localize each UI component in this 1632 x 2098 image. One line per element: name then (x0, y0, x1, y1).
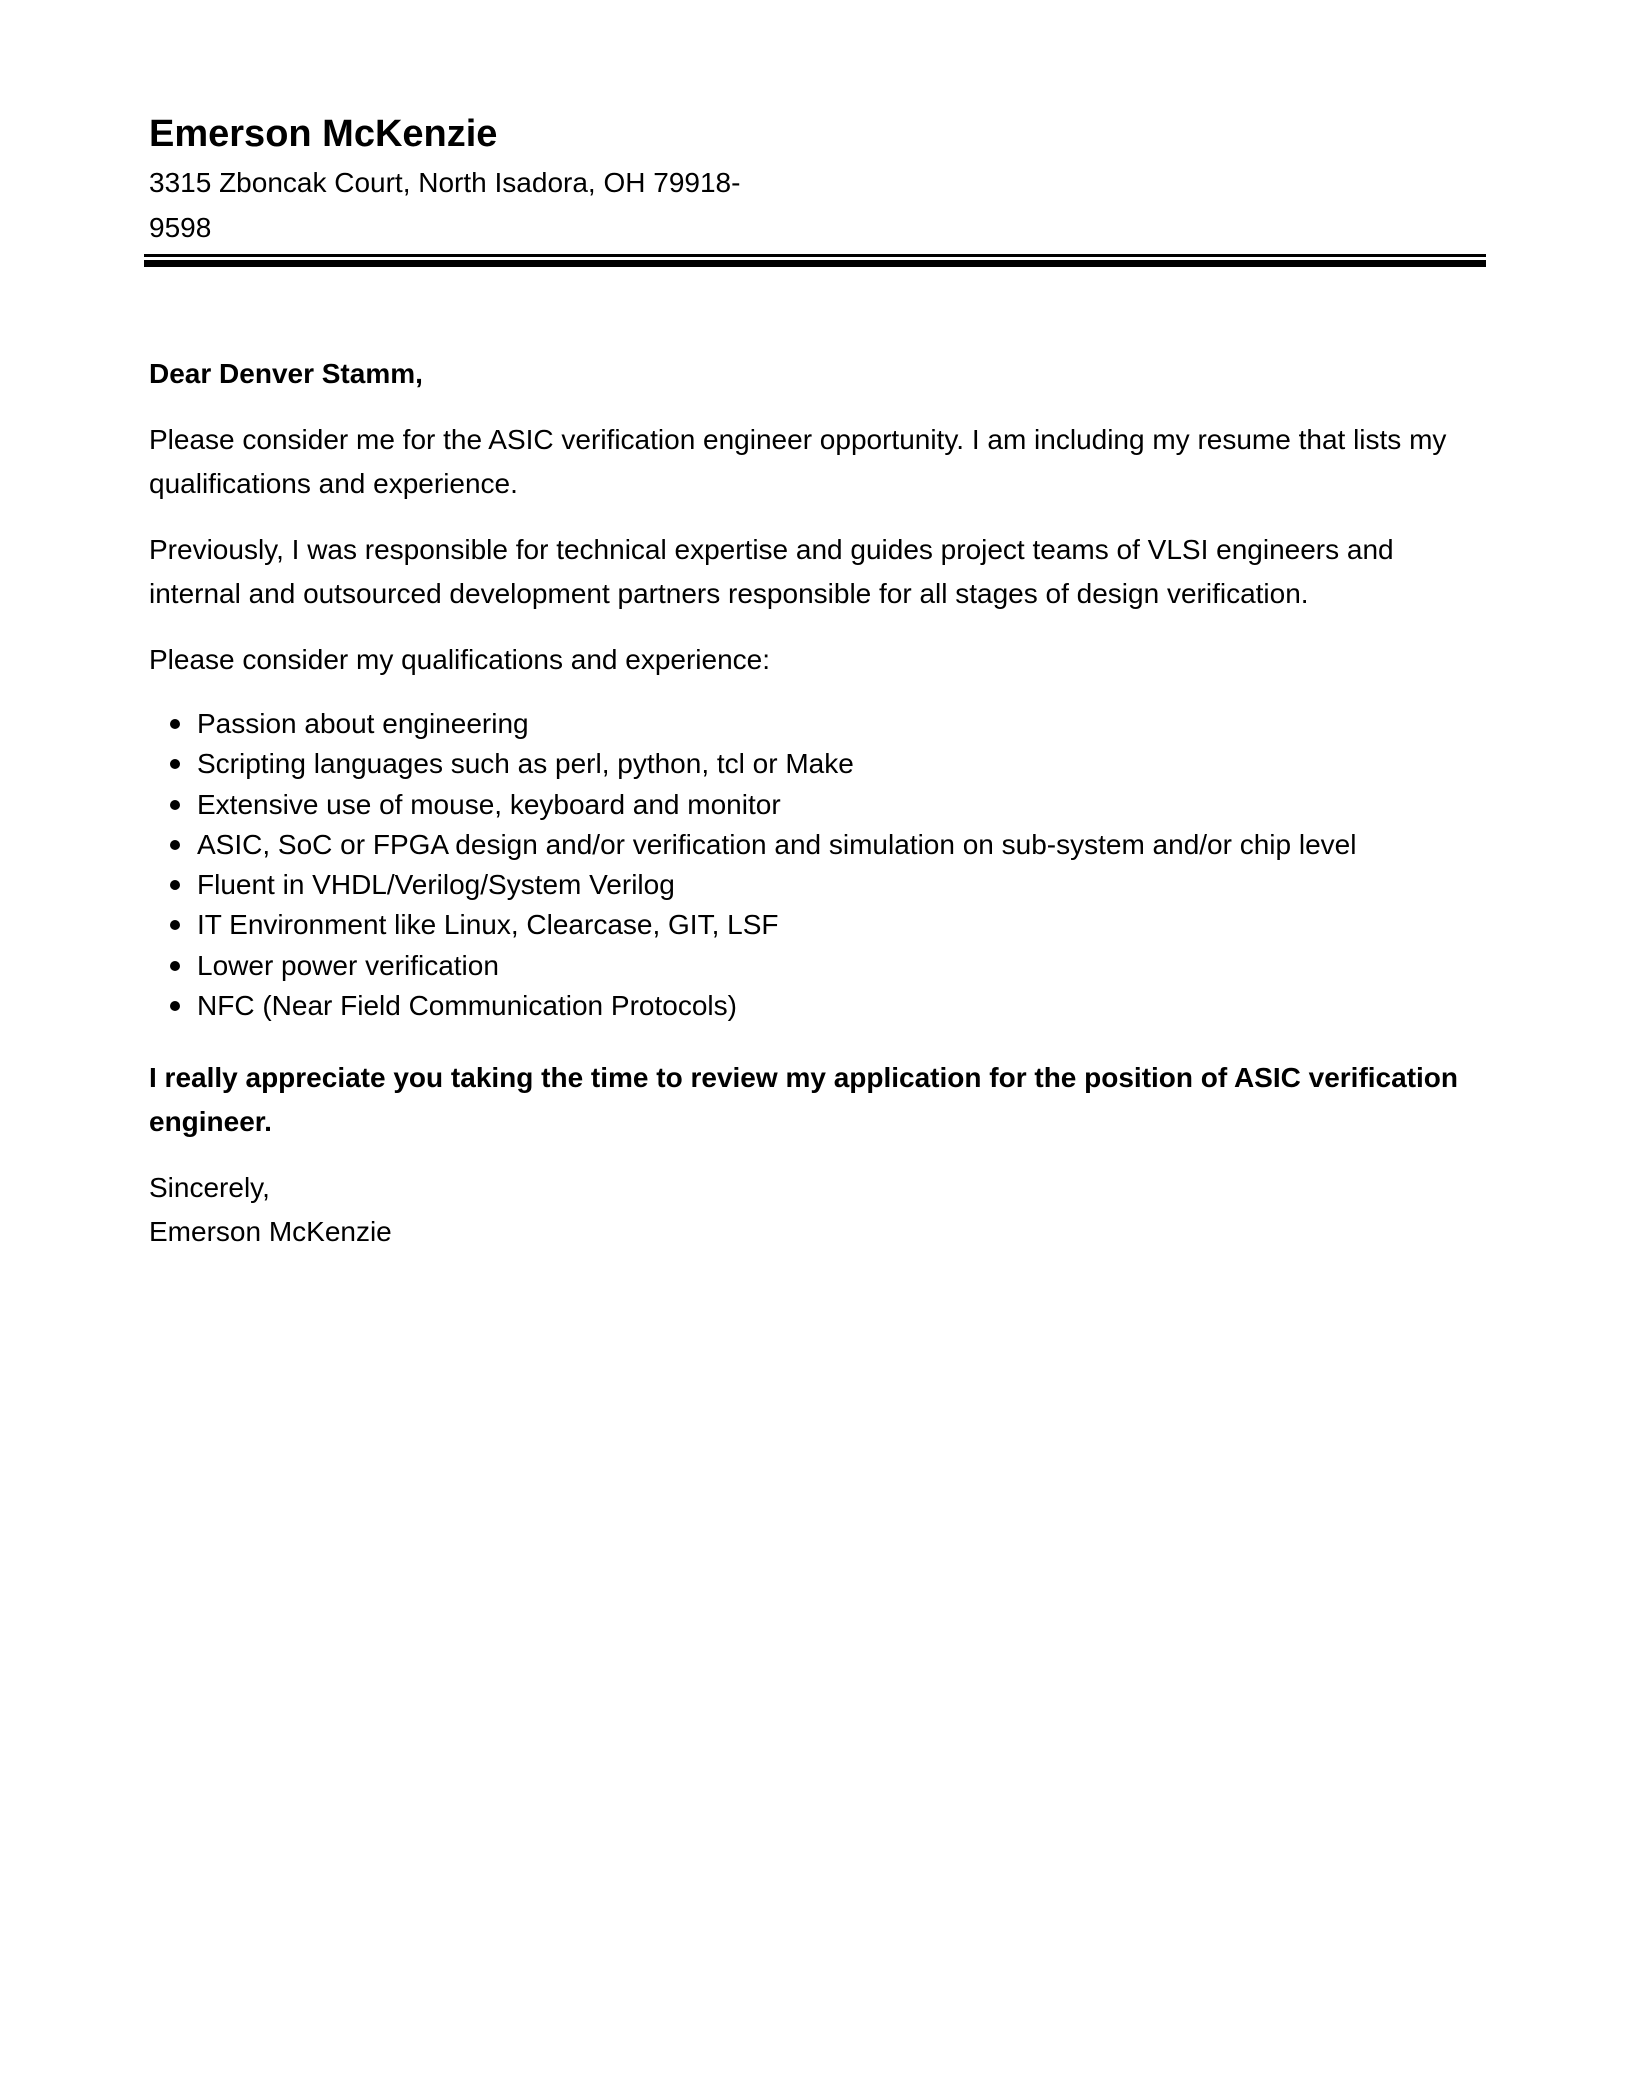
signoff: Sincerely, (149, 1172, 270, 1204)
salutation: Dear Denver Stamm, (149, 358, 423, 389)
list-item-text: NFC (Near Field Communication Protocols) (197, 990, 737, 1022)
list-item-text: Fluent in VHDL/Verilog/System Verilog (197, 869, 675, 901)
experience-paragraph: Previously, I was responsible for technical expertise and guides project teams of VLSI engineers and internal and outsourced development partners responsible for all stages of design verification. (149, 534, 1394, 609)
list-item (149, 865, 1489, 905)
intro-paragraph: Please consider me for the ASIC verification engineer opportunity. I am including my resume that lists my qualifications and experience. (149, 424, 1447, 499)
bullet-icon (170, 920, 180, 930)
list-item (149, 785, 1489, 825)
bullet-icon (170, 800, 180, 810)
signature-name: Emerson McKenzie (149, 1216, 392, 1248)
list-item-text: ASIC, SoC or FPGA design and/or verification and simulation on sub-system and/or chip level (197, 828, 1357, 860)
bullet-icon (170, 1001, 180, 1011)
header-divider (144, 254, 1486, 267)
divider-thick-line (144, 260, 1486, 267)
sender-address: 3315 Zboncak Court, North Isadora, OH 79918-9598 (149, 167, 741, 243)
letter-header (149, 108, 789, 250)
letter-body (149, 352, 1489, 1254)
bullet-icon (170, 961, 180, 971)
list-item-text: Passion about engineering (197, 708, 529, 739)
list-item (149, 905, 1489, 945)
closing-paragraph: I really appreciate you taking the time to review my application for the position of ASIC verification engineer. (149, 1062, 1459, 1138)
list-item-text: Extensive use of mouse, keyboard and monitor (197, 788, 781, 820)
bullet-icon (170, 880, 180, 890)
bullet-icon (170, 840, 180, 850)
sender-name: Emerson McKenzie (149, 113, 498, 155)
bullet-icon (170, 719, 180, 729)
list-item-text: Lower power verification (197, 949, 499, 981)
list-item-text: IT Environment like Linux, Clearcase, GIT, LSF (197, 909, 779, 941)
list-item (149, 744, 1489, 784)
list-item-text: Scripting languages such as perl, python, tcl or Make (197, 748, 854, 780)
list-item (149, 825, 1489, 865)
list-item (149, 946, 1489, 986)
qualifications-lead: Please consider my qualifications and experience: (149, 644, 771, 675)
qualifications-list (149, 704, 1489, 1026)
list-item (149, 704, 1489, 744)
list-item (149, 986, 1489, 1026)
bullet-icon (170, 759, 180, 769)
